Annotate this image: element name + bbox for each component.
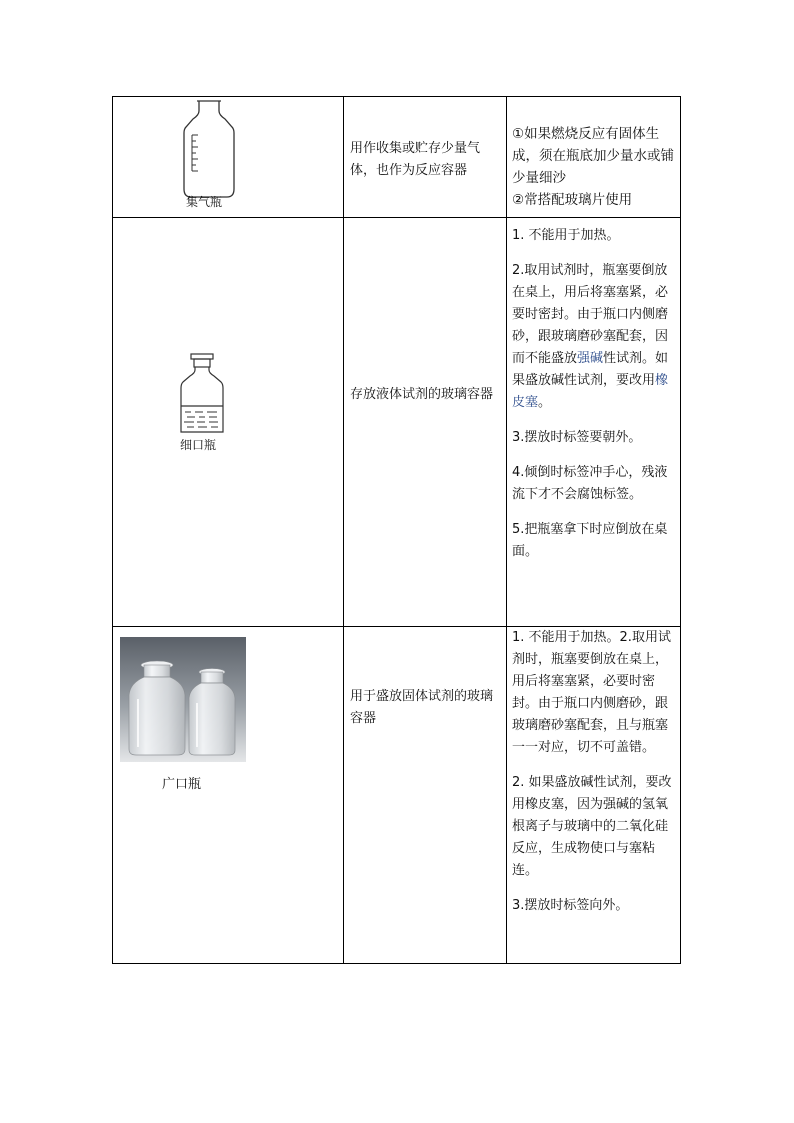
apparatus-figure-cell [113,218,344,626]
apparatus-name: 细口瓶 [180,438,217,452]
usage-cell [344,97,507,217]
apparatus-name: 广口瓶 [162,777,202,792]
narrow-mouth-bottle-drawing [179,354,229,436]
table-row [113,97,680,218]
notes-cell [507,627,680,963]
notes-text [512,225,676,576]
table-row [113,218,680,627]
gas-collecting-bottle-drawing [179,101,239,201]
apparatus-name: 集气瓶 [186,195,223,209]
strong-base-link[interactable]: 强碱 [577,351,604,366]
note-item: 1. 不能用于加热。2.取用试剂时，瓶塞要倒放在桌上，用后将塞塞紧，必要时密封。由于瓶口内侧磨砂，跟玻璃磨砂塞配套，且与瓶塞一一对应，切不可盖错。 [512,630,671,755]
note-item: 5.把瓶塞拿下时应倒放在桌面。 [512,522,668,559]
usage-cell [344,627,507,963]
usage-cell [344,218,507,626]
note-item: 3.摆放时标签要朝外。 [512,430,642,445]
note-item: 2. 如果盛放碱性试剂，要改用橡皮塞，因为强碱的氢氧根离子与玻璃中的二氧化硅反应，生成物使口与塞粘连。 [512,775,672,878]
note-item: 4.倾倒时标签冲手心，残液流下才不会腐蚀标签。 [512,465,668,502]
notes-cell [507,97,680,217]
apparatus-figure-cell [113,627,344,963]
notes-text [512,627,676,930]
wide-mouth-bottle-photo [120,637,246,762]
notes-text [512,123,676,211]
notes-cell [507,218,680,626]
note-item: ①如果燃烧反应有固体生成，须在瓶底加少量水或铺少量细沙 [512,126,674,186]
rubber-stopper-link[interactable]: 橡皮塞 [512,373,669,410]
apparatus-table [112,96,681,964]
usage-text: 用于盛放固体试剂的玻璃容器 [350,689,494,726]
table-row [113,627,680,963]
apparatus-figure-cell [113,97,344,217]
usage-text: 存放液体试剂的玻璃容器 [350,387,494,402]
note-item: 1. 不能用于加热。 [512,228,620,243]
usage-text: 用作收集或贮存少量气体，也作为反应容器 [350,141,481,178]
note-item: ②常搭配玻璃片使用 [512,192,633,208]
note-item: 3.摆放时标签向外。 [512,898,629,913]
note-item: 2.取用试剂时，瓶塞要倒放在桌上，用后将塞塞紧，必要时密封。由于瓶口内侧磨砂，跟玻璃磨砂塞配套，因而不能盛放强碱性试剂。如果盛放碱性试剂，要改用橡皮塞。 [512,263,669,410]
